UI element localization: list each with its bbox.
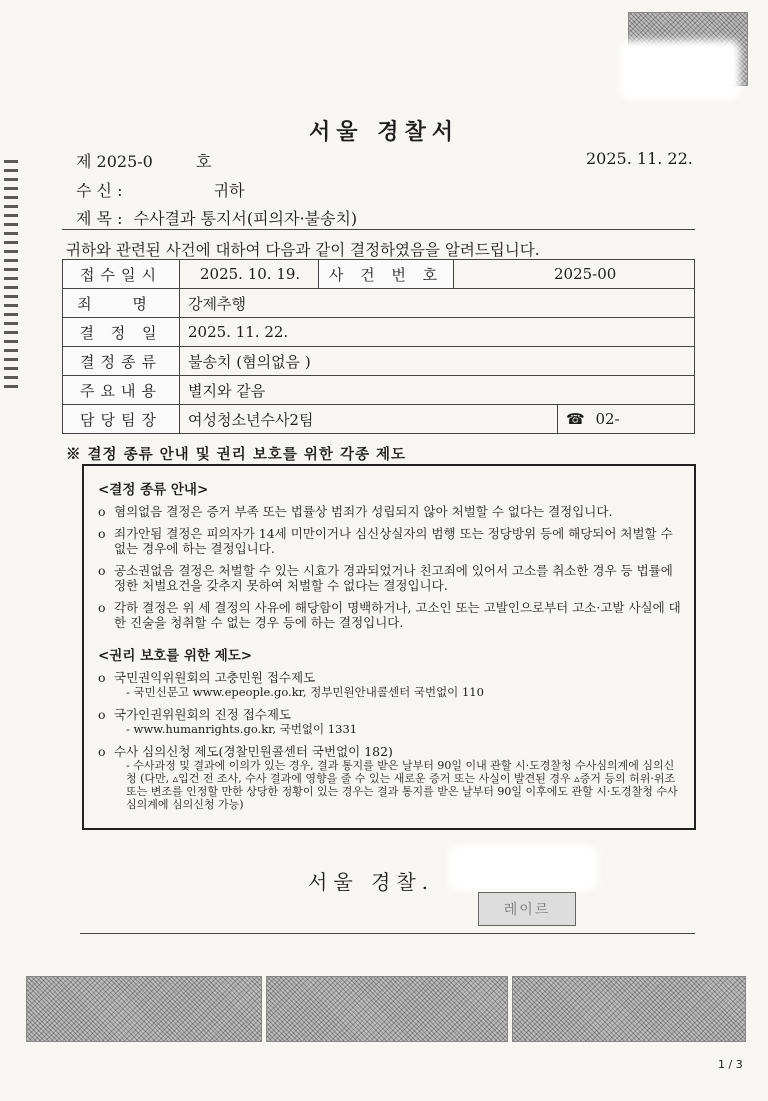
recipient-label: 수 신 : xyxy=(76,181,123,200)
footer-rule xyxy=(80,933,695,934)
rights-item-title: 국가인권위원회의 진정 접수제도 xyxy=(114,707,291,722)
table-row xyxy=(63,260,695,289)
table-row xyxy=(63,376,695,405)
case-number-value: 2025-00 xyxy=(454,260,695,289)
subject-text: 수사결과 통지서(피의자·불송치) xyxy=(133,209,358,228)
table-row xyxy=(63,318,695,347)
header-rule xyxy=(62,229,695,230)
list-item: o 국민권익위원회의 고충민원 접수제도 xyxy=(98,670,316,685)
rights-heading: <권리 보호를 위한 제도> xyxy=(98,648,253,664)
phone-cell xyxy=(558,405,695,434)
guide-item-text: 죄가안됨 결정은 피의자가 14세 미만이거나 심신상실자의 범행 또는 정당방위 등에 해당되어 처벌할 수 없는 경우에 하는 결정입니다. xyxy=(114,526,673,556)
rights-item-detail: - 수사과정 및 결과에 이의가 있는 경우, 결과 통지를 받은 날부터 90일 이내 관할 시·도경찰청 수사심의계에 심의신청 (다만, ▵입건 전 조사, 수사 결과에 영향을 줄 수 있는 새로운 증거 또는 사실이 발견된 경우 ▵증거 등의 허위·위조 또는 변조를 인정할 만한 상당한 정황이 있는 경우는 결과 통지를 받은 날부터 90일 이후에도 관할 시·도경찰청 수사심의계에 심의신청 가능) xyxy=(126,759,678,811)
team-value: 여성청소년수사2팀 xyxy=(180,405,558,434)
team-label: 담당팀장 xyxy=(63,405,180,434)
table-row xyxy=(63,405,695,434)
table-row xyxy=(63,347,695,376)
rights-item-detail: - 국민신문고 www.epeople.go.kr, 정부민원안내콜센터 국번없이 110 xyxy=(126,685,484,699)
list-item: o 죄가안됨 결정은 피의자가 14세 미만이거나 심신상실자의 범행 또는 정당방위 등에 해당되어 처벌할 수 없는 경우에 하는 결정입니다. xyxy=(98,526,683,556)
doc-date: 2025. 11. 22. xyxy=(586,149,693,168)
list-item: o 국가인권위원회의 진정 접수제도 xyxy=(98,707,291,722)
decision-type-value: 불송치 (혐의없음 ) xyxy=(180,347,695,376)
charge-label: 죄 명 xyxy=(63,289,180,318)
guide-item-text: 각하 결정은 위 세 결정의 사유에 해당함이 명백하거나, 고소인 또는 고발인으로부터 고소·고발 사실에 대한 진술을 청취할 수 없는 경우 등에 하는 결정입니다. xyxy=(114,600,681,630)
decision-type-label: 결정종류 xyxy=(63,347,180,376)
scan-code-bottom-2 xyxy=(266,976,508,1042)
phone-icon: ☎ xyxy=(566,410,585,428)
intro-text: 귀하와 관련된 사건에 대하여 다음과 같이 결정하였음을 알려드립니다. xyxy=(66,241,540,259)
doc-number xyxy=(76,149,211,172)
phone-value: 02- xyxy=(595,410,620,428)
rights-item-title: 국민권익위원회의 고충민원 접수제도 xyxy=(114,670,316,685)
subject-label: 제 목 : xyxy=(76,209,123,228)
guide-box xyxy=(82,464,696,830)
decision-date-label: 결 정 일 xyxy=(63,318,180,347)
signature: 서울 경찰. xyxy=(308,870,434,894)
recipient-line xyxy=(76,178,245,201)
main-content-label: 주요내용 xyxy=(63,376,180,405)
case-info-table xyxy=(62,259,695,434)
decision-date-value: 2025. 11. 22. xyxy=(180,318,695,347)
subject-line xyxy=(76,206,357,229)
rights-item-detail: - www.humanrights.go.kr, 국번없이 1331 xyxy=(126,722,358,736)
agency-title: 서울 경찰서 xyxy=(309,119,459,145)
charge-value: 강제추행 xyxy=(180,289,695,318)
rights-item-title: 수사 심의신청 제도(경찰민원콜센터 국번없이 182) xyxy=(114,744,393,759)
redaction-signature xyxy=(448,845,598,891)
scan-code-bottom-1 xyxy=(26,976,262,1042)
redaction-top-right xyxy=(620,40,740,100)
list-item: o 수사 심의신청 제도(경찰민원콜센터 국번없이 182) xyxy=(98,744,393,759)
punch-hole-marks xyxy=(4,160,18,390)
notice-heading: ※ 결정 종류 안내 및 권리 보호를 위한 각종 제도 xyxy=(66,446,407,463)
receipt-date-label: 접수일시 xyxy=(63,260,180,289)
guide-item-text: 공소권없음 결정은 처벌할 수 있는 시효가 경과되었거나 친고죄에 있어서 고소를 취소한 경우 등 법률에 정한 처벌요건을 갖추지 못하여 처벌할 수 없다는 결정입니다. xyxy=(114,563,673,593)
list-item: o 각하 결정은 위 세 결정의 사유에 해당함이 명백하거나, 고소인 또는 고발인으로부터 고소·고발 사실에 대한 진술을 청취할 수 없는 경우 등에 하는 결정입니다. xyxy=(98,600,683,630)
main-content-value: 별지와 같음 xyxy=(180,376,695,405)
scan-code-bottom-3 xyxy=(512,976,746,1042)
table-row xyxy=(63,289,695,318)
case-number-label: 사 건 번 호 xyxy=(319,260,454,289)
doc-number-suffix: 호 xyxy=(195,152,212,171)
decision-guide-heading: <결정 종류 안내> xyxy=(98,482,209,498)
official-seal: 레이르 xyxy=(478,892,576,926)
list-item: o 혐의없음 결정은 증거 부족 또는 법률상 범죄가 성립되지 않아 처벌할 수 없다는 결정입니다. xyxy=(98,504,613,519)
receipt-date-value: 2025. 10. 19. xyxy=(180,260,319,289)
page-number: 1 / 3 xyxy=(718,1058,743,1071)
recipient-suffix: 귀하 xyxy=(213,181,245,200)
guide-item-text: 혐의없음 결정은 증거 부족 또는 법률상 범죄가 성립되지 않아 처벌할 수 없다는 결정입니다. xyxy=(114,504,613,519)
doc-number-value: 제 2025-0 xyxy=(76,152,153,171)
list-item: o 공소권없음 결정은 처벌할 수 있는 시효가 경과되었거나 친고죄에 있어서 고소를 취소한 경우 등 법률에 정한 처벌요건을 갖추지 못하여 처벌할 수 없다는 결정입니다. xyxy=(98,563,683,593)
